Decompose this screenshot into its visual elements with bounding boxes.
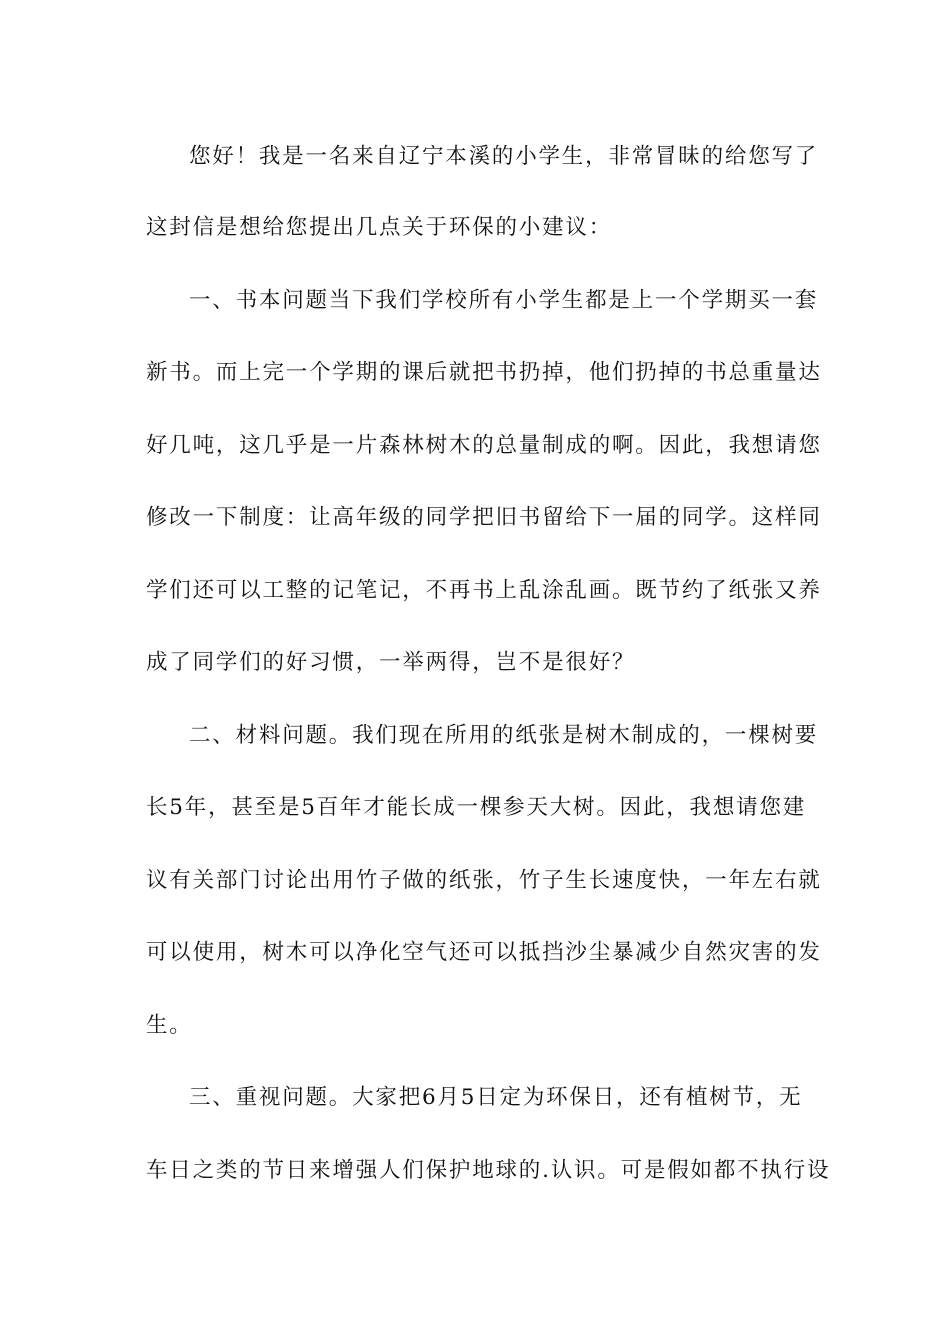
- paragraph-greeting-line-1: 您好！我是一名来自辽宁本溪的小学生，非常冒昧的给您写了: [189, 144, 819, 169]
- paragraph-books-line-5: 学们还可以工整的记笔记，不再书上乱涂乱画。既节约了纸张又养: [146, 578, 822, 603]
- paragraph-books-line-6: 成了同学们的好习惯，一举两得，岂不是很好？: [146, 650, 636, 675]
- paragraph-attention-line-2: 车日之类的节日来增强人们保护地球的.认识。可是假如都不执行设: [146, 1158, 831, 1183]
- paragraph-materials-line-4: 可以使用，树木可以净化空气还可以抵挡沙尘暴减少自然灾害的发: [146, 940, 822, 965]
- paragraph-materials-line-2: 长5年，甚至是5百年才能长成一棵参天大树。因此，我想请您建: [146, 795, 807, 820]
- paragraph-materials-line-5: 生。: [146, 1013, 193, 1038]
- paragraph-materials-line-1: 二、材料问题。我们现在所用的纸张是树木制成的，一棵树要: [189, 723, 819, 748]
- paragraph-attention-line-1: 三、重视问题。大家把6月5日定为环保日，还有植树节，无: [189, 1085, 803, 1110]
- paragraph-books-line-2: 新书。而上完一个学期的课后就把书扔掉，他们扔掉的书总重量达: [146, 360, 822, 385]
- paragraph-materials-line-3: 议有关部门讨论出用竹子做的纸张，竹子生长速度快，一年左右就: [146, 868, 822, 893]
- paragraph-books-line-3: 好几吨，这几乎是一片森林树木的总量制成的啊。因此，我想请您: [146, 433, 822, 458]
- paragraph-books-line-4: 修改一下制度：让高年级的同学把旧书留给下一届的同学。这样同: [146, 505, 822, 530]
- paragraph-books-line-1: 一、书本问题当下我们学校所有小学生都是上一个学期买一套: [189, 288, 819, 313]
- paragraph-greeting-line-2: 这封信是想给您提出几点关于环保的小建议：: [146, 215, 613, 240]
